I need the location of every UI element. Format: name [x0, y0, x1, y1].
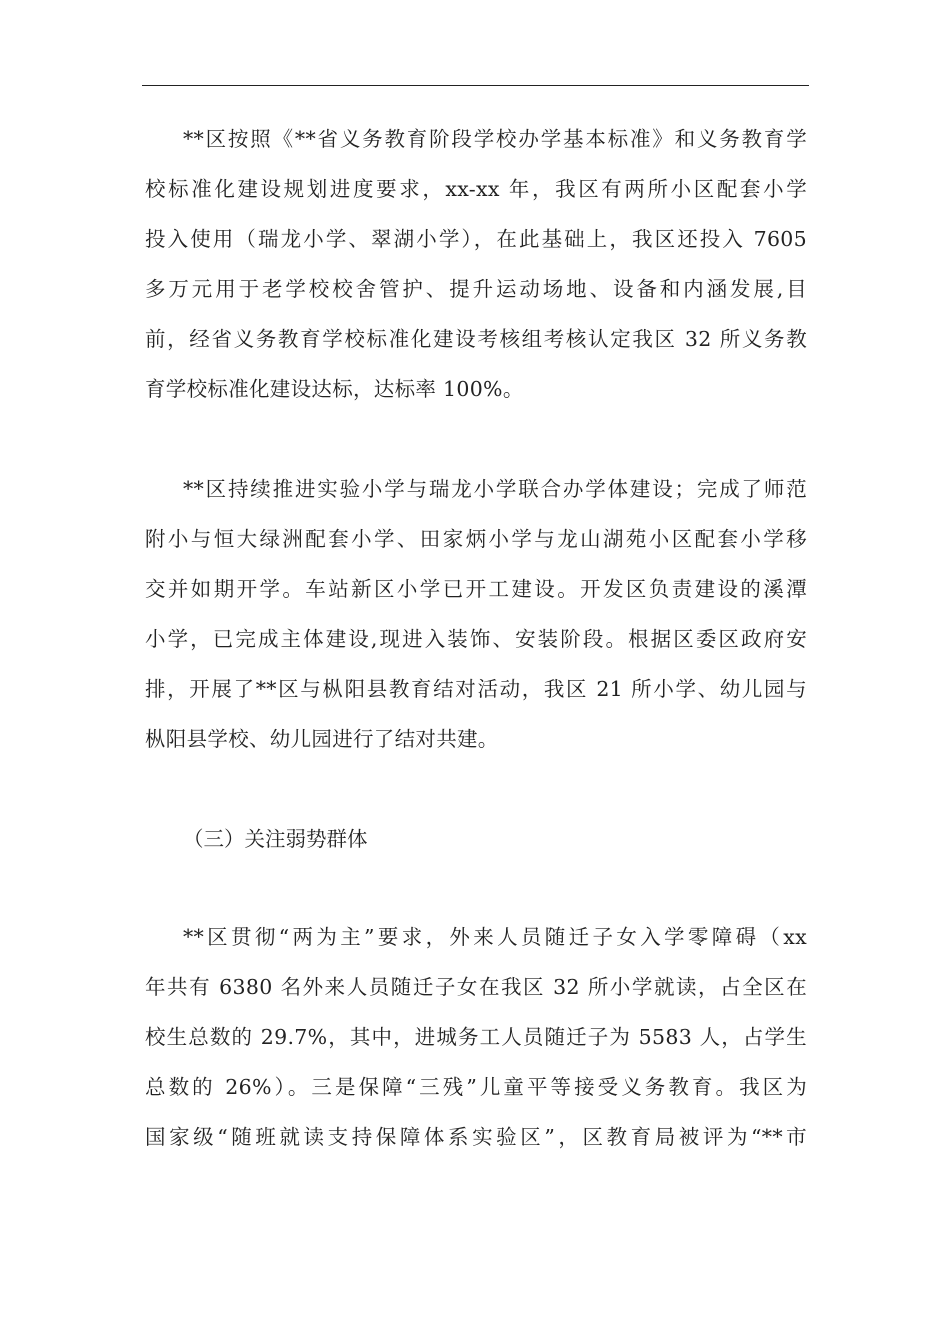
paragraph-line: 投入使用（瑞龙小学、翠湖小学），在此基础上，我区还投入 7605 [145, 227, 807, 251]
paragraph-line: 枞阳县学校、幼儿园进行了结对共建。 [145, 727, 499, 751]
paragraph-line: 交并如期开学。车站新区小学已开工建设。开发区负责建设的溪潭 [145, 577, 807, 601]
paragraph-3 [145, 912, 807, 1162]
paragraph-line: 附小与恒大绿洲配套小学、田家炳小学与龙山湖苑小区配套小学移 [145, 527, 807, 551]
paragraph-1 [145, 114, 807, 414]
paragraph-line: 育学校标准化建设达标，达标率 100%。 [145, 377, 524, 401]
paragraph-line: 年共有 6380 名外来人员随迁子女在我区 32 所小学就读，占全区在 [145, 975, 807, 999]
paragraph-2 [145, 464, 807, 764]
paragraph-line: 排，开展了**区与枞阳县教育结对活动，我区 21 所小学、幼儿园与 [145, 677, 807, 701]
paragraph-line: **区按照《**省义务教育阶段学校办学基本标准》和义务教育学 [183, 127, 807, 151]
paragraph-line: 小学，已完成主体建设,现进入装饰、安装阶段。根据区委区政府安 [145, 627, 807, 651]
section-heading: （三）关注弱势群体 [183, 827, 368, 851]
paragraph-line: 多万元用于老学校校舍管护、提升运动场地、设备和内涵发展,目 [145, 277, 807, 301]
paragraph-line: **区持续推进实验小学与瑞龙小学联合办学体建设；完成了师范 [183, 477, 807, 501]
paragraph-line: **区贯彻“两为主”要求，外来人员随迁子女入学零障碍（xx [183, 925, 807, 949]
paragraph-line: 校生总数的 29.7%，其中，进城务工人员随迁子为 5583 人，占学生 [145, 1025, 807, 1049]
paragraph-line: 国家级“随班就读支持保障体系实验区”，区教育局被评为“**市 [145, 1125, 807, 1149]
paragraph-line: 校标准化建设规划进度要求，xx-xx 年，我区有两所小区配套小学 [145, 177, 807, 201]
paragraph-line: 总数的 26%）。三是保障“三残”儿童平等接受义务教育。我区为 [145, 1075, 807, 1099]
paragraph-line: 前，经省义务教育学校标准化建设考核组考核认定我区 32 所义务教 [145, 327, 807, 351]
header-rule [142, 85, 809, 86]
